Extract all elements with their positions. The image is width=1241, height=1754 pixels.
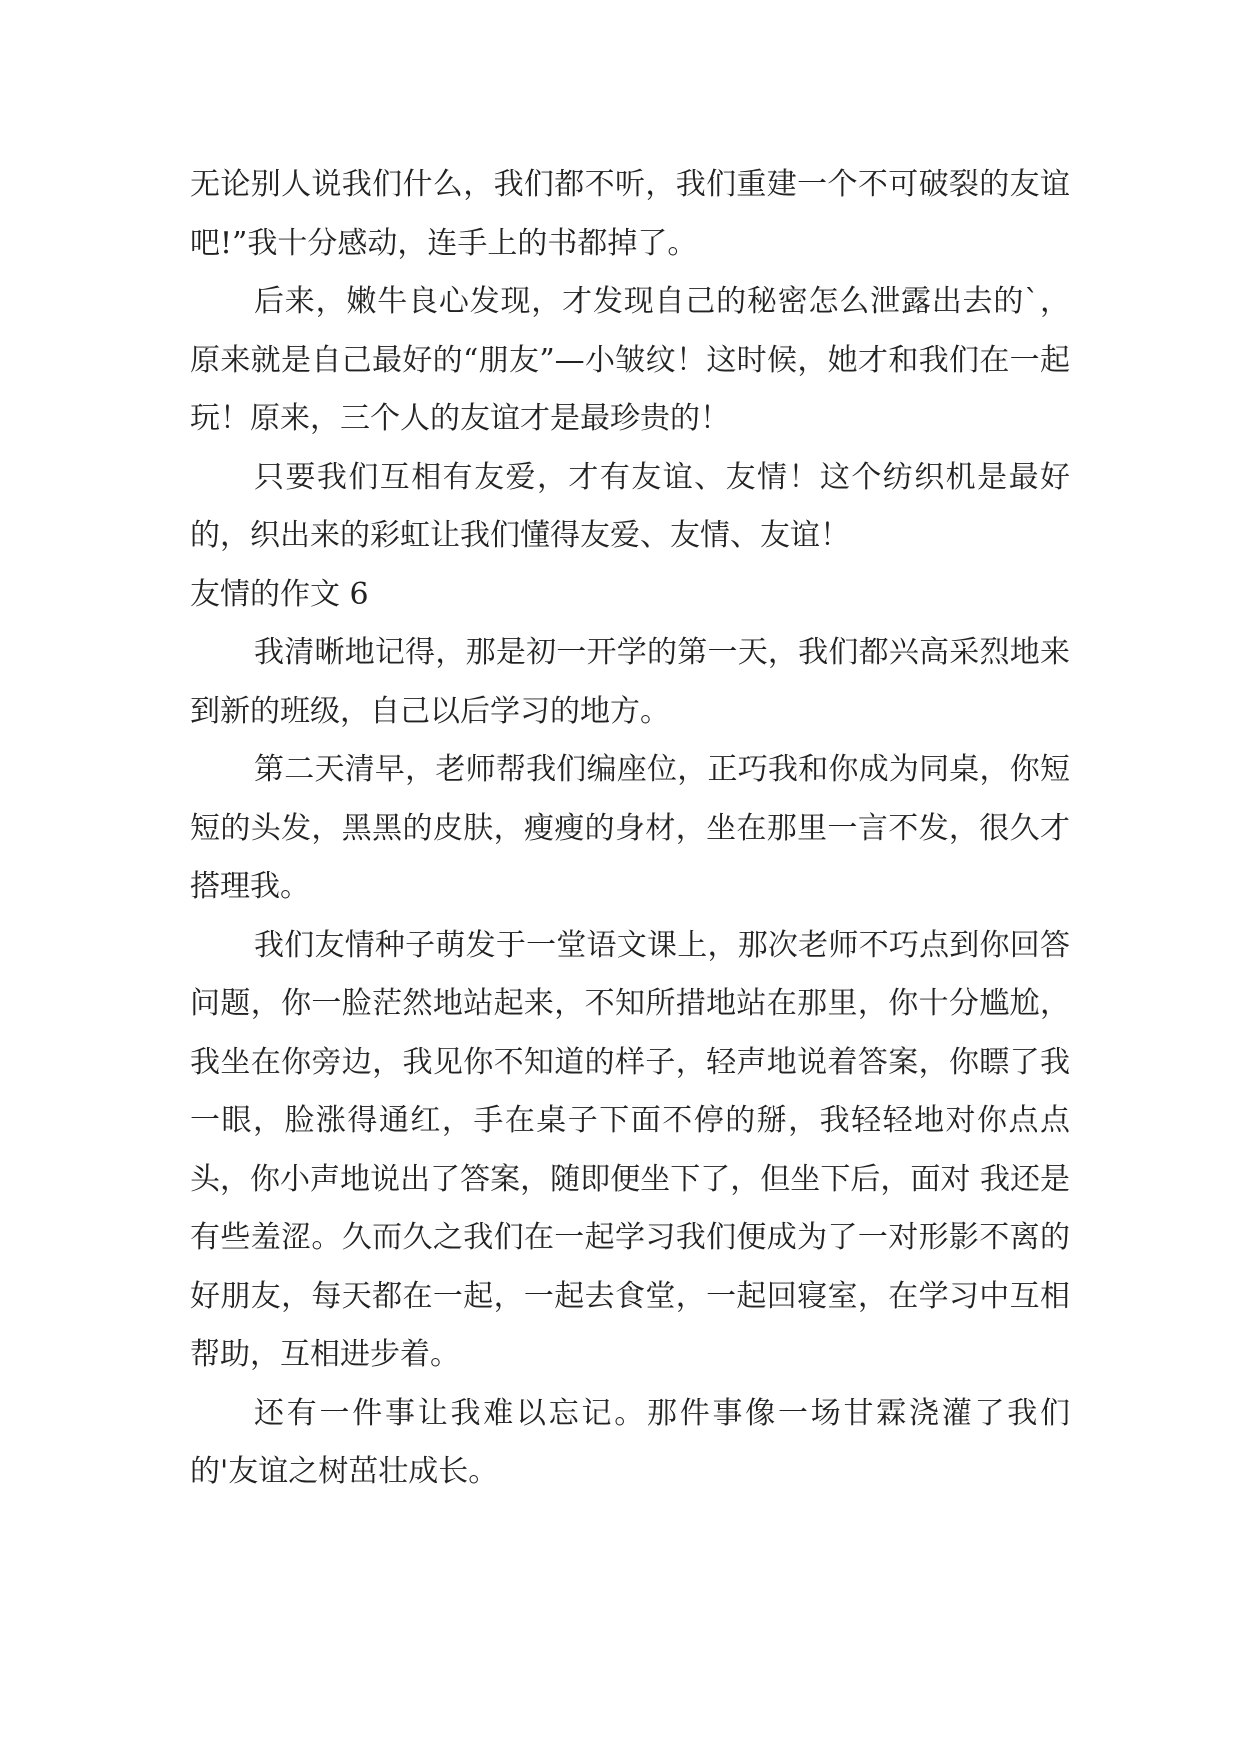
text-line: 说着答案，你瞟了我一眼，脸涨得通红，手在桌子下面不停 (190, 1044, 1071, 1138)
body-text-part-one (190, 156, 1070, 566)
body-text-part-two (190, 624, 1070, 1502)
paragraph (190, 624, 1070, 741)
text-line: 一起，一起去食堂，一起回寝室，在学习中互相帮助，互相 (190, 1278, 1071, 1372)
text-line: 你十分尴尬，我坐在你旁边，我见你不知道的样子，轻声地 (190, 986, 1071, 1080)
text-line: 后来，嫩牛良心发现，才发现自己的秘密怎么泄露出去 (254, 284, 994, 319)
text-line: 你回答问题，你一脸茫然地站起来，不知所措地站在那里， (190, 927, 1071, 1021)
text-line: 在一起学习我们便成为了一对形影不离的好朋友，每天都在 (190, 1220, 1071, 1314)
text-line: 第二天清早，老师帮我们编座位，正巧我和你成为同桌， (254, 752, 1010, 787)
paragraph (190, 156, 1070, 273)
text-line: 的友谊吧!”我十分感动，连手上的书都掉了。 (190, 167, 1071, 261)
text-line: 你短短的头发，黑黑的皮肤，瘦瘦的身材，坐在那里一言不 (190, 752, 1071, 846)
paragraph (190, 273, 1070, 449)
document-page (190, 156, 1070, 1502)
text-line: 进步着。 (340, 1337, 460, 1372)
text-line: 们的'友谊之树茁壮成长。 (190, 1395, 1070, 1489)
text-line: 最好的，织出来的彩虹让我们懂得友爱、友情、友谊！ (190, 459, 1071, 553)
text-line: 还有一件事让我难以忘记。那件事像一场甘霖浇灌了我 (254, 1395, 1040, 1431)
text-line: 才和我们在一起玩！原来，三个人的友谊才是最珍贵的！ (190, 342, 1070, 436)
text-line: 的`，原来就是自己最好的“朋友”—小皱纹！这时候，她 (190, 284, 1071, 378)
text-line: 我清晰地记得，那是初一开学的第一天，我们都兴高采 (254, 635, 980, 670)
section-title: 友情的作文 6 (190, 576, 369, 612)
text-line: 的掰，我轻轻地对你点点头，你小声地说出了答案，随即便 (190, 1103, 1071, 1197)
text-line: 烈地来到新的班级，自己以后学习的地方。 (190, 635, 1071, 729)
text-line: 发，很久才搭理我。 (190, 810, 1071, 904)
text-line: 无论别人说我们什么，我们都不听，我们重建一个不可破裂 (190, 167, 980, 202)
paragraph (190, 741, 1070, 917)
text-line: 坐下了，但坐下后，面对 我还是有些羞涩。久而久之我们 (190, 1161, 1070, 1255)
paragraph (190, 449, 1070, 566)
text-line: 我们友情种子萌发于一堂语文课上，那次老师不巧点到 (254, 927, 980, 963)
paragraph (190, 917, 1070, 1385)
paragraph (190, 1385, 1070, 1502)
text-line: 只要我们互相有友爱，才有友谊、友情！这个纺织机是 (254, 459, 1009, 495)
